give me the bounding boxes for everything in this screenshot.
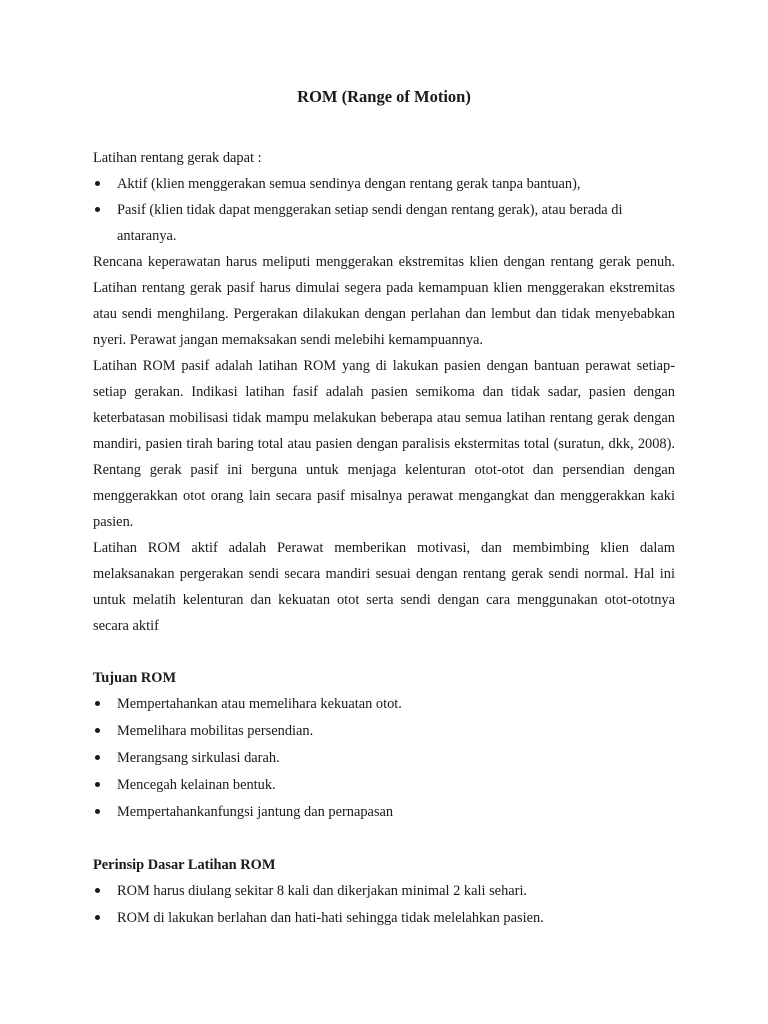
list-item: ROM harus diulang sekitar 8 kali dan dikerjakan minimal 2 kali sehari. (93, 878, 675, 905)
list-item: Mempertahankan atau memelihara kekuatan otot. (93, 691, 675, 718)
list-item: Memelihara mobilitas persendian. (93, 718, 675, 745)
paragraph: Latihan ROM pasif adalah latihan ROM yang di lakukan pasien dengan bantuan perawat setiap-setiap gerakan. Indikasi latihan fasif adalah pasien semikoma dan tidak sadar, pasien dengan keterbatasan mobilisasi tidak mampu melakukan beberapa atau semua latihan rentang gerak dengan mandiri, pasien tirah baring total atau pasien dengan paralisis ekstermitas total (suratun, dkk, 2008). Rentang gerak pasif ini berguna untuk menjaga kelenturan otot-otot dan persendian dengan menggerakkan otot orang lain secara pasif misalnya perawat mengangkat dan menggerakkan kaki pasien. (93, 358, 675, 530)
list-item: Merangsang sirkulasi darah. (93, 745, 675, 772)
list-item: Aktif (klien menggerakan semua sendinya dengan rentang gerak tanpa bantuan), (93, 171, 675, 197)
list-item: ROM di lakukan berlahan dan hati-hati sehingga tidak melelahkan pasien. (93, 905, 675, 932)
paragraph: Rencana keperawatan harus meliputi menggerakan ekstremitas klien dengan rentang gerak penuh. Latihan rentang gerak pasif harus dimulai segera pada kemampuan klien menggerakan ekstremitas atau sendi menghilang. Pergerakan dilakukan dengan perlahan dan lembut dan tidak menyebabkan nyeri. Perawat jangan memaksakan sendi melebihi kemampuannya. (93, 254, 675, 348)
document-title: ROM (Range of Motion) (297, 87, 471, 106)
section-heading-prinsip: Perinsip Dasar Latihan ROM (93, 857, 276, 873)
section-heading-tujuan: Tujuan ROM (93, 670, 177, 686)
prinsip-bullet-list (93, 878, 675, 932)
tujuan-bullet-list (93, 691, 675, 826)
paragraph: Latihan ROM aktif adalah Perawat memberikan motivasi, dan membimbing klien dalam melaksanakan pergerakan sendi secara mandiri sesuai dengan rentang gerak sendi normal. Hal ini untuk melatih kelenturan dan kekuatan otot serta sendi dengan cara menggunakan otot-ototnya secara aktif (93, 540, 675, 634)
spacer (93, 826, 675, 852)
list-item: Mencegah kelainan bentuk. (93, 772, 675, 799)
intro-bullet-list (93, 171, 675, 249)
document-body (93, 145, 675, 932)
spacer (93, 639, 675, 665)
list-item: Pasif (klien tidak dapat menggerakan setiap sendi dengan rentang gerak), atau berada di antaranya. (93, 197, 675, 249)
list-item: Mempertahankanfungsi jantung dan pernapasan (93, 799, 675, 826)
intro-text: Latihan rentang gerak dapat : (93, 150, 262, 166)
